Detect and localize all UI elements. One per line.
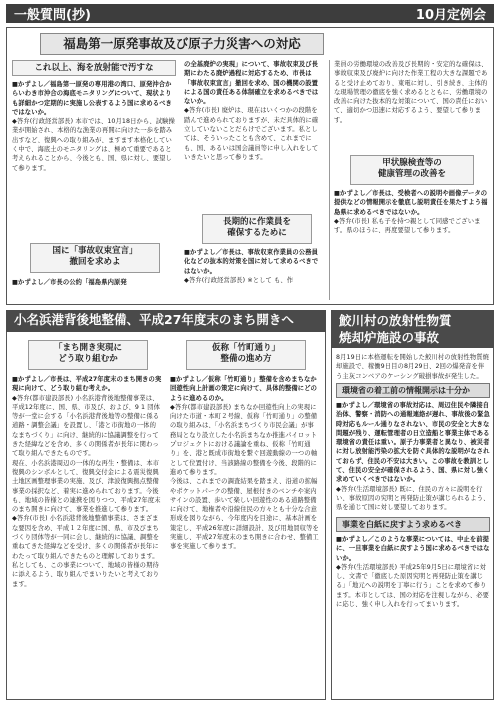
- answer: ◆答弁(生活環境部長) 平成25年9月5日に環境省に対し、文書で「徹底した原因究明と再発防止策を講じる」「地元への説明を丁寧に行う」ことを求めて参ります。本市としては、国の対応を注視しながら、必要に応じ、強く申し入れを行ってまいります。: [336, 563, 490, 609]
- answer: ◆答弁(都市建設部長) 小名浜港背後地整備事業は、平成12年度に、国、県、市及び、および、9 1 団体等が一堂に会する「小名浜港背後地等の整備に係る道路・調整会議」を設置し、「港と市街地の一体的なまちづくり」に向け、継続的に協議調整を行ってきた経緯などを含め、多くの関係者が長年に関わって取り組んできたものです。 現在、小名浜港周辺の一体的な再生・整備は、本市復興のシンボルとして、復興交付金による震災復興土地区画整理事業の実施、及び、津波復興拠点整備事業の採択など、着実に進められております。今後も、地域の皆様との連携を図りつつ、平成27年度末のまち開きに向けて、事業を推進して参ります。: [12, 394, 161, 514]
- right-article-subheading-2: 事業を白紙に戻すよう求めるべき: [336, 517, 490, 532]
- question: ■かずよし／環境省の事故対応は、周辺住民や隣接自治体、警察・消防への通報連絡が遅れ、事故後の緊急時対応もルール通りなされない、市民の安全と大きな問題が残り、運転管理者の日立造船と事業主体である環境省の責任は重い。原子力事業者と異なり、被災者に対し放射能汚染の拡大を防ぐ具体的な説明がなされておらず、住民の不安は大きい。この事故を教訓として、住民の安全が確保されるよう、国、県に対し強く求めていくべきではないか。: [336, 402, 490, 484]
- question: ■かずよし／市長は、受検者への説明や画像データの提供などの情報開示を徹底し説明責任を果たすよう福島県に求めるべきではないか。: [334, 190, 488, 216]
- top-col1-question-2: ■かずよし／市長の公約「福島県内原発: [12, 279, 127, 286]
- answer: ◆答弁(生活環境部長) 既に、住民の方々に説明を行い、事故原因の究明と再発防止策が講じられるよう、県を通じて国に対し要望しております。: [336, 485, 490, 512]
- question: ■かずよし／市長は、事故収束作業員の公務員化などの抜本的対策を国に対して求めるべきではないか。: [184, 249, 319, 275]
- bottom-col1-body: [12, 375, 162, 695]
- right-article-subheading: 環境省の着工前の情報開示は十分か: [336, 383, 490, 398]
- right-article-body-2: [336, 535, 490, 695]
- top-col2-body: [184, 60, 324, 210]
- top-col3-body: [334, 60, 488, 152]
- answer: ◆答弁(行政経営部長) 本市では、10月18日から、試験操業が開始され、本格的な漁業の再開に向けた一歩を踏み出すなど、復興への取り組みが、ますます本格化していく中で、海底土のモニタリングは、極めて重要であると考えられることから、今後とも、国、県に対し、要望して参ります。: [12, 118, 175, 172]
- bottom-col2-subheading: 仮称「竹町通り」 整備の進め方: [186, 340, 306, 370]
- question: の全基廃炉の実現」について、事故収束及び長期にわたる廃炉過程に対応するため、市長は「事故収束宣言」撤回を求め、国の機関の設置による国の責任ある体制確立を求めるべきではないか。: [184, 61, 319, 106]
- top-col2-body-2: [184, 248, 324, 302]
- top-col3-body-2: [334, 189, 488, 299]
- question: ■かずよし／福島第一原発の専用港の湾口、原発沖合からいわき市沖合の海底モニタリングについて、現状よりも詳細かつ定期的に実施し公表するよう国に求めるべきではないか。: [12, 81, 172, 116]
- answer: ◆答弁(行政経営部長) ※として も、作: [184, 276, 294, 284]
- answer-continued: 業員の労働環境の改善及び長期的・安定的な確保は、事故収束及び廃炉に向けた作業工程の大きな課題であると受け止めており、東電に対し、引き続き、主体的な現場管理の徹底を強く求めるとともに、労働環境の改善に向けた抜本的な対策について、国の責任において、適切かつ迅速に対応するよう、要望して参ります。: [334, 61, 488, 124]
- answer: ◆答弁(市長) 廃炉は、現在はいくつかの段階を踏んで進められておりますが、未だ具体的に確立していないことだらけでございます。私としては、そういったことも含めて、これまでにも、国、あるいは国会議員等に申し入れをしていきたいと思って参ります。: [184, 107, 319, 161]
- session-title: 10月定例会: [415, 8, 486, 23]
- column-divider: [329, 60, 330, 300]
- bottom-col2-body: [170, 375, 320, 695]
- top-article-title: 福島第一原発事故及び原子力災害への対応: [40, 33, 324, 55]
- top-col1-body: [12, 80, 177, 238]
- right-article-body: [336, 401, 490, 513]
- question: ■かずよし／市長は、平成27年度末のまち開きの実現に向けて、どう取り組む考えか。: [12, 376, 162, 393]
- bottom-col1-subheading: 「まち開き実現に どう取り組むか: [28, 340, 148, 370]
- answer: ◆答弁(市長) 私も子を持つ親として同感でございます。県のほうに、再度要望して参ります。: [334, 217, 481, 235]
- top-col3-subheading: 甲状腺検査等の 健康管理の改善を: [350, 155, 474, 185]
- top-col1-subheading: これ以上、海を放射能で汚すな: [12, 60, 176, 76]
- right-article-title: 鮫川村の放射性物質 焼却炉施設の事故: [331, 310, 494, 348]
- bottom-article-title: 小名浜港背後地整備、平成27年度末のまち開きへ: [6, 310, 326, 332]
- answer: ◆答弁(都市建設部長) まちなか回遊性向上の実現に向けた市道・本町２号線、仮称「竹町通り」の整備の取り組みは、「小名浜まちづくり市民会議」が事務局となり設立した小名浜まちなか推進パイロットプロジェクトにおける議論を重ね、仮称「竹町通り」を、港と既成市街地を繋ぐ回遊動線の一つの軸として位置付け、当該路線の整備を今後、段階的に進めて参ります。 今後は、これまでの調査結果を踏まえ、沿道の拡幅やポケットパークの整備、屋根付きのベンチや案内サインの設置、歩いて楽しい回遊性のある道路整備に向けて、地権者や沿線住民の方々とも十分な合意形成を図りながら、今年度内を目途に、基本計画を策定し、平成26年度に詳細設計、及び用地買収等を実施し、平成27年度末のまち開きに合わせ、整備工事を実施して参ります。: [170, 403, 319, 551]
- question: ■かずよし／仮称「竹町通り」整備を含めまちなか回遊性向上計画の策定に向けて、具体的整備にどのように進めるのか。: [170, 376, 318, 402]
- right-article-intro: 8月19日に本格運転を開始した鮫川村の放射性物質焼却施設で、稼働9日目の8月29日、2回の爆発音を伴う主灰コンベアのケーシング破損事故が発生した。: [336, 354, 490, 380]
- question: ■かずよし／このような事業については、中止を前提に、一旦事業を白紙に戻すよう国に求めるべきではないか。: [336, 536, 490, 562]
- section-title: 一般質問(抄): [14, 8, 91, 23]
- top-col1-subheading-2: 国に「事故収束宣言」 撤回を求めよ: [30, 243, 160, 273]
- answer-2: ◆答弁(市長) 小名浜港背後地整備事業は、さまざまな要因を含め、平成１２年度に国、県、市及びまちづくり団体等が一同に会し、継続的に協議、調整を重ねてきた経緯などを受け、多くの関係者が長年にわたって取り組んできたものと理解しております。私としても、この事業について、地域の皆様の期待に添えるよう、取り組んでまいりたいと考えております。: [12, 515, 160, 588]
- top-col2-subheading: 長期的に作業員を 確保するために: [202, 214, 312, 244]
- page-header: [6, 4, 494, 23]
